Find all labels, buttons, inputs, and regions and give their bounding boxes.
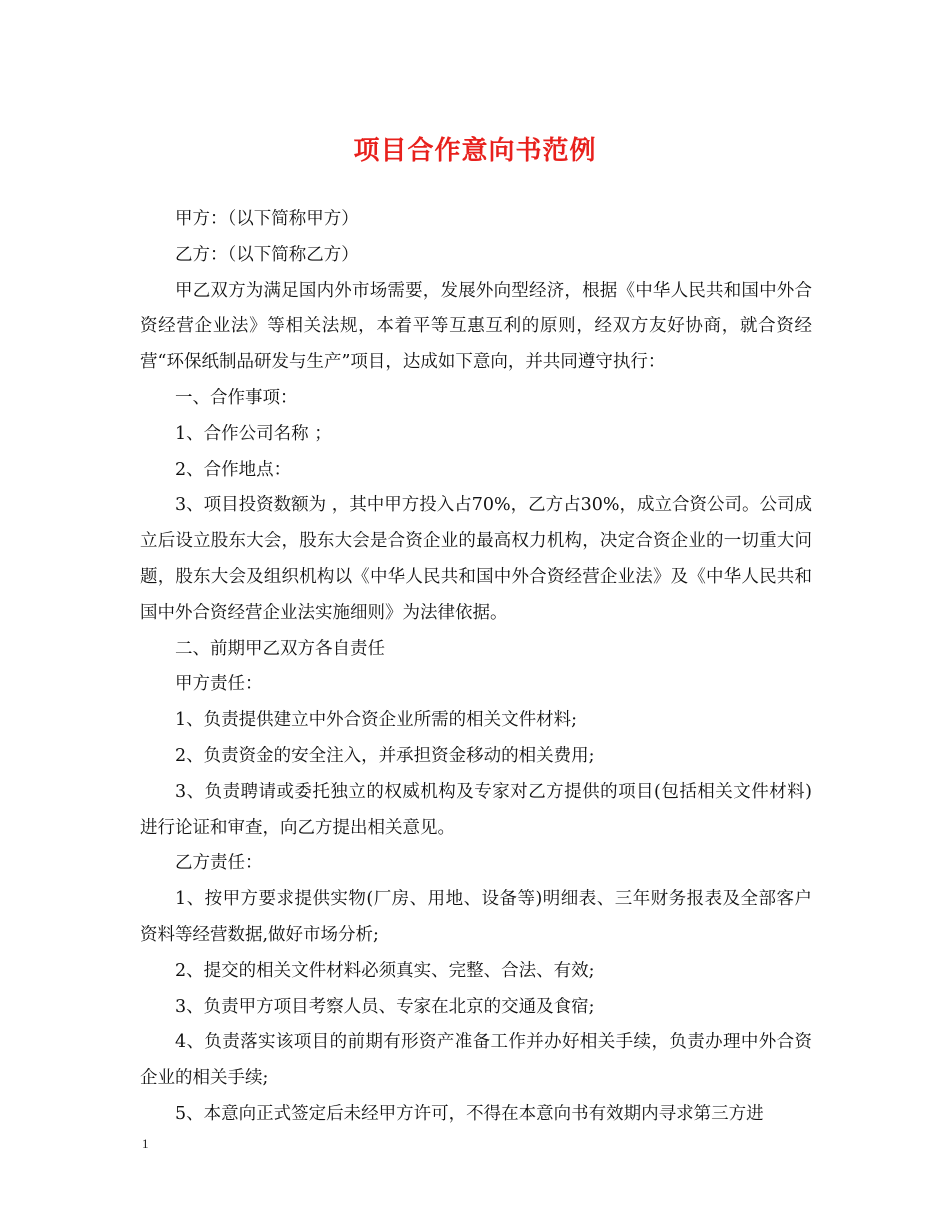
subheading-party-a-duties: 甲方责任：: [175, 674, 263, 695]
paragraph-preamble: 甲乙双方为满足国内外市场需要，发展外向型经济，根据《中华人民共和国中外合资经营企业法》等相关法规，本着平等互惠互利的原则，经双方友好协商，就合资经营“环保纸制品研发与生产”项目，达成如下意向，并共同遵守执行：: [140, 280, 812, 373]
paragraph-item: 3、负责甲方项目考察人员、专家在北京的交通及食宿;: [175, 996, 595, 1017]
paragraph-item: 4、负责落实该项目的前期有形资产准备工作并办好相关手续，负责办理中外合资企业的相关手续;: [140, 1032, 812, 1089]
paragraph-item: 3、负责聘请或委托独立的权威机构及专家对乙方提供的项目(包括相关文件材料)进行论证和审查，向乙方提出相关意见。: [140, 781, 812, 838]
paragraph-party-b: 乙方：（以下简称乙方）: [175, 244, 359, 265]
paragraph-item: 1、负责提供建立中外合资企业所需的相关文件材料;: [175, 710, 578, 731]
document-body: [140, 202, 812, 1133]
paragraph-item: 1、按甲方要求提供实物(厂房、用地、设备等)明细表、三年财务报表及全部客户资料等经营数据,做好市场分析;: [140, 889, 812, 945]
paragraph-item: 2、负责资金的安全注入，并承担资金移动的相关费用;: [175, 745, 595, 766]
paragraph-item: 3、项目投资数额为 ，其中甲方投入占70%，乙方占30%，成立合资公司。公司成立后设立股东大会，股东大会是合资企业的最高权力机构，决定合资企业的一切重大问题，股东大会及组织机构以《中华人民共和国中外合资经营企业法》及《中华人民共和国中外合资经营企业法实施细则》为法律依据。: [140, 495, 812, 623]
paragraph-item: 5、本意向正式签定后未经甲方许可，不得在本意向书有效期内寻求第三方进: [175, 1103, 764, 1124]
subheading-party-b-duties: 乙方责任：: [175, 853, 263, 874]
page-number: 1: [142, 1136, 149, 1151]
paragraph-item: 2、提交的相关文件材料必须真实、完整、合法、有效;: [175, 960, 595, 981]
paragraph-item: 1、合作公司名称 ；: [175, 423, 332, 444]
section-heading-responsibilities: 二、前期甲乙双方各自责任: [175, 638, 385, 659]
section-heading-cooperation: 一、合作事项：: [175, 387, 298, 408]
paragraph-item: 2、合作地点：: [175, 459, 292, 480]
document-title: 项目合作意向书范例: [353, 136, 597, 166]
paragraph-party-a: 甲方：（以下简称甲方）: [175, 209, 359, 229]
